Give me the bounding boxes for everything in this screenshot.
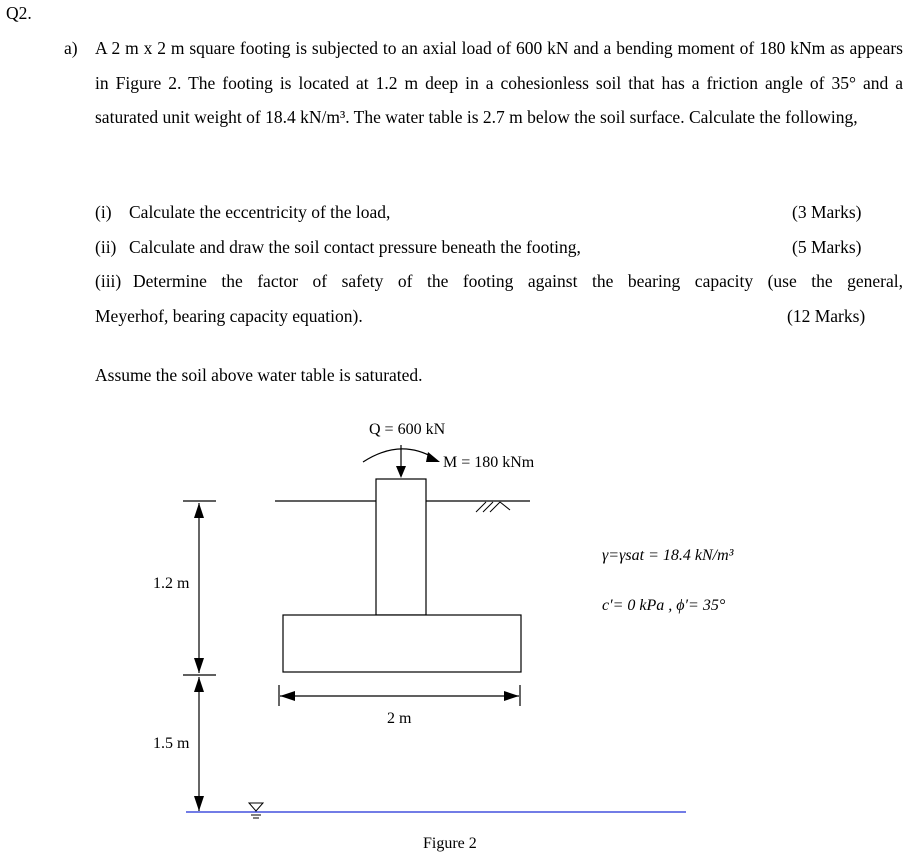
question-number: Q2. (6, 3, 32, 23)
width-label: 2 m (387, 710, 412, 727)
unit-weight-label: γ=γsat = 18.4 kN/m³ (602, 547, 734, 564)
depth-label: 1.2 m (153, 575, 190, 592)
item-ii-label: (ii) (95, 237, 117, 257)
load-label: Q = 600 kN (369, 421, 446, 438)
strength-label: c′= 0 kPa , ϕ′= 35° (602, 597, 726, 614)
water-dim-arrow-down (194, 796, 204, 811)
assumption-text: Assume the soil above water table is saturated. (95, 365, 423, 385)
item-iii-marks: (12 Marks) (787, 306, 866, 326)
footing-base (283, 615, 521, 672)
water-depth-label: 1.5 m (153, 735, 190, 752)
intro-paragraph: A 2 m x 2 m square footing is subjected to an axial load of 600 kN and a bending moment of 180 kNm as appears in Figure 2. The footing is located at 1.2 m deep in a cohesionless soil that has a friction angle of 35° and a saturated unit weight of 18.4 kN/m³. The water table is 2.7 m below the soil surface. Calculate the following, (95, 38, 903, 128)
item-i-marks: (3 Marks) (792, 202, 862, 222)
item-iii-label: (iii) (95, 271, 122, 291)
width-dim-arrow-right (504, 691, 519, 701)
part-label: a) (64, 38, 78, 58)
depth-dim-arrow-up (194, 503, 204, 518)
depth-dim-arrow-down (194, 658, 204, 673)
item-iii-text-line1: Determine the factor of safety of the footing against the bearing capacity (use the general, (133, 271, 903, 291)
water-table-icon (249, 803, 263, 818)
item-i-text: Calculate the eccentricity of the load, (129, 202, 391, 222)
item-ii-marks: (5 Marks) (792, 237, 862, 257)
item-i-label: (i) (95, 202, 112, 222)
figure-caption: Figure 2 (423, 835, 477, 852)
moment-arrowhead (426, 452, 440, 462)
item-ii-text: Calculate and draw the soil contact pressure beneath the footing, (129, 237, 581, 257)
item-iii-text-line2: Meyerhof, bearing capacity equation). (95, 306, 363, 326)
footing-column (376, 479, 426, 615)
moment-label: M = 180 kNm (443, 454, 535, 471)
ground-hatch-icon (476, 502, 510, 512)
axial-load-arrowhead (396, 466, 406, 478)
moment-arrow (363, 449, 434, 462)
width-dim-arrow-left (280, 691, 295, 701)
water-dim-arrow-up (194, 677, 204, 692)
